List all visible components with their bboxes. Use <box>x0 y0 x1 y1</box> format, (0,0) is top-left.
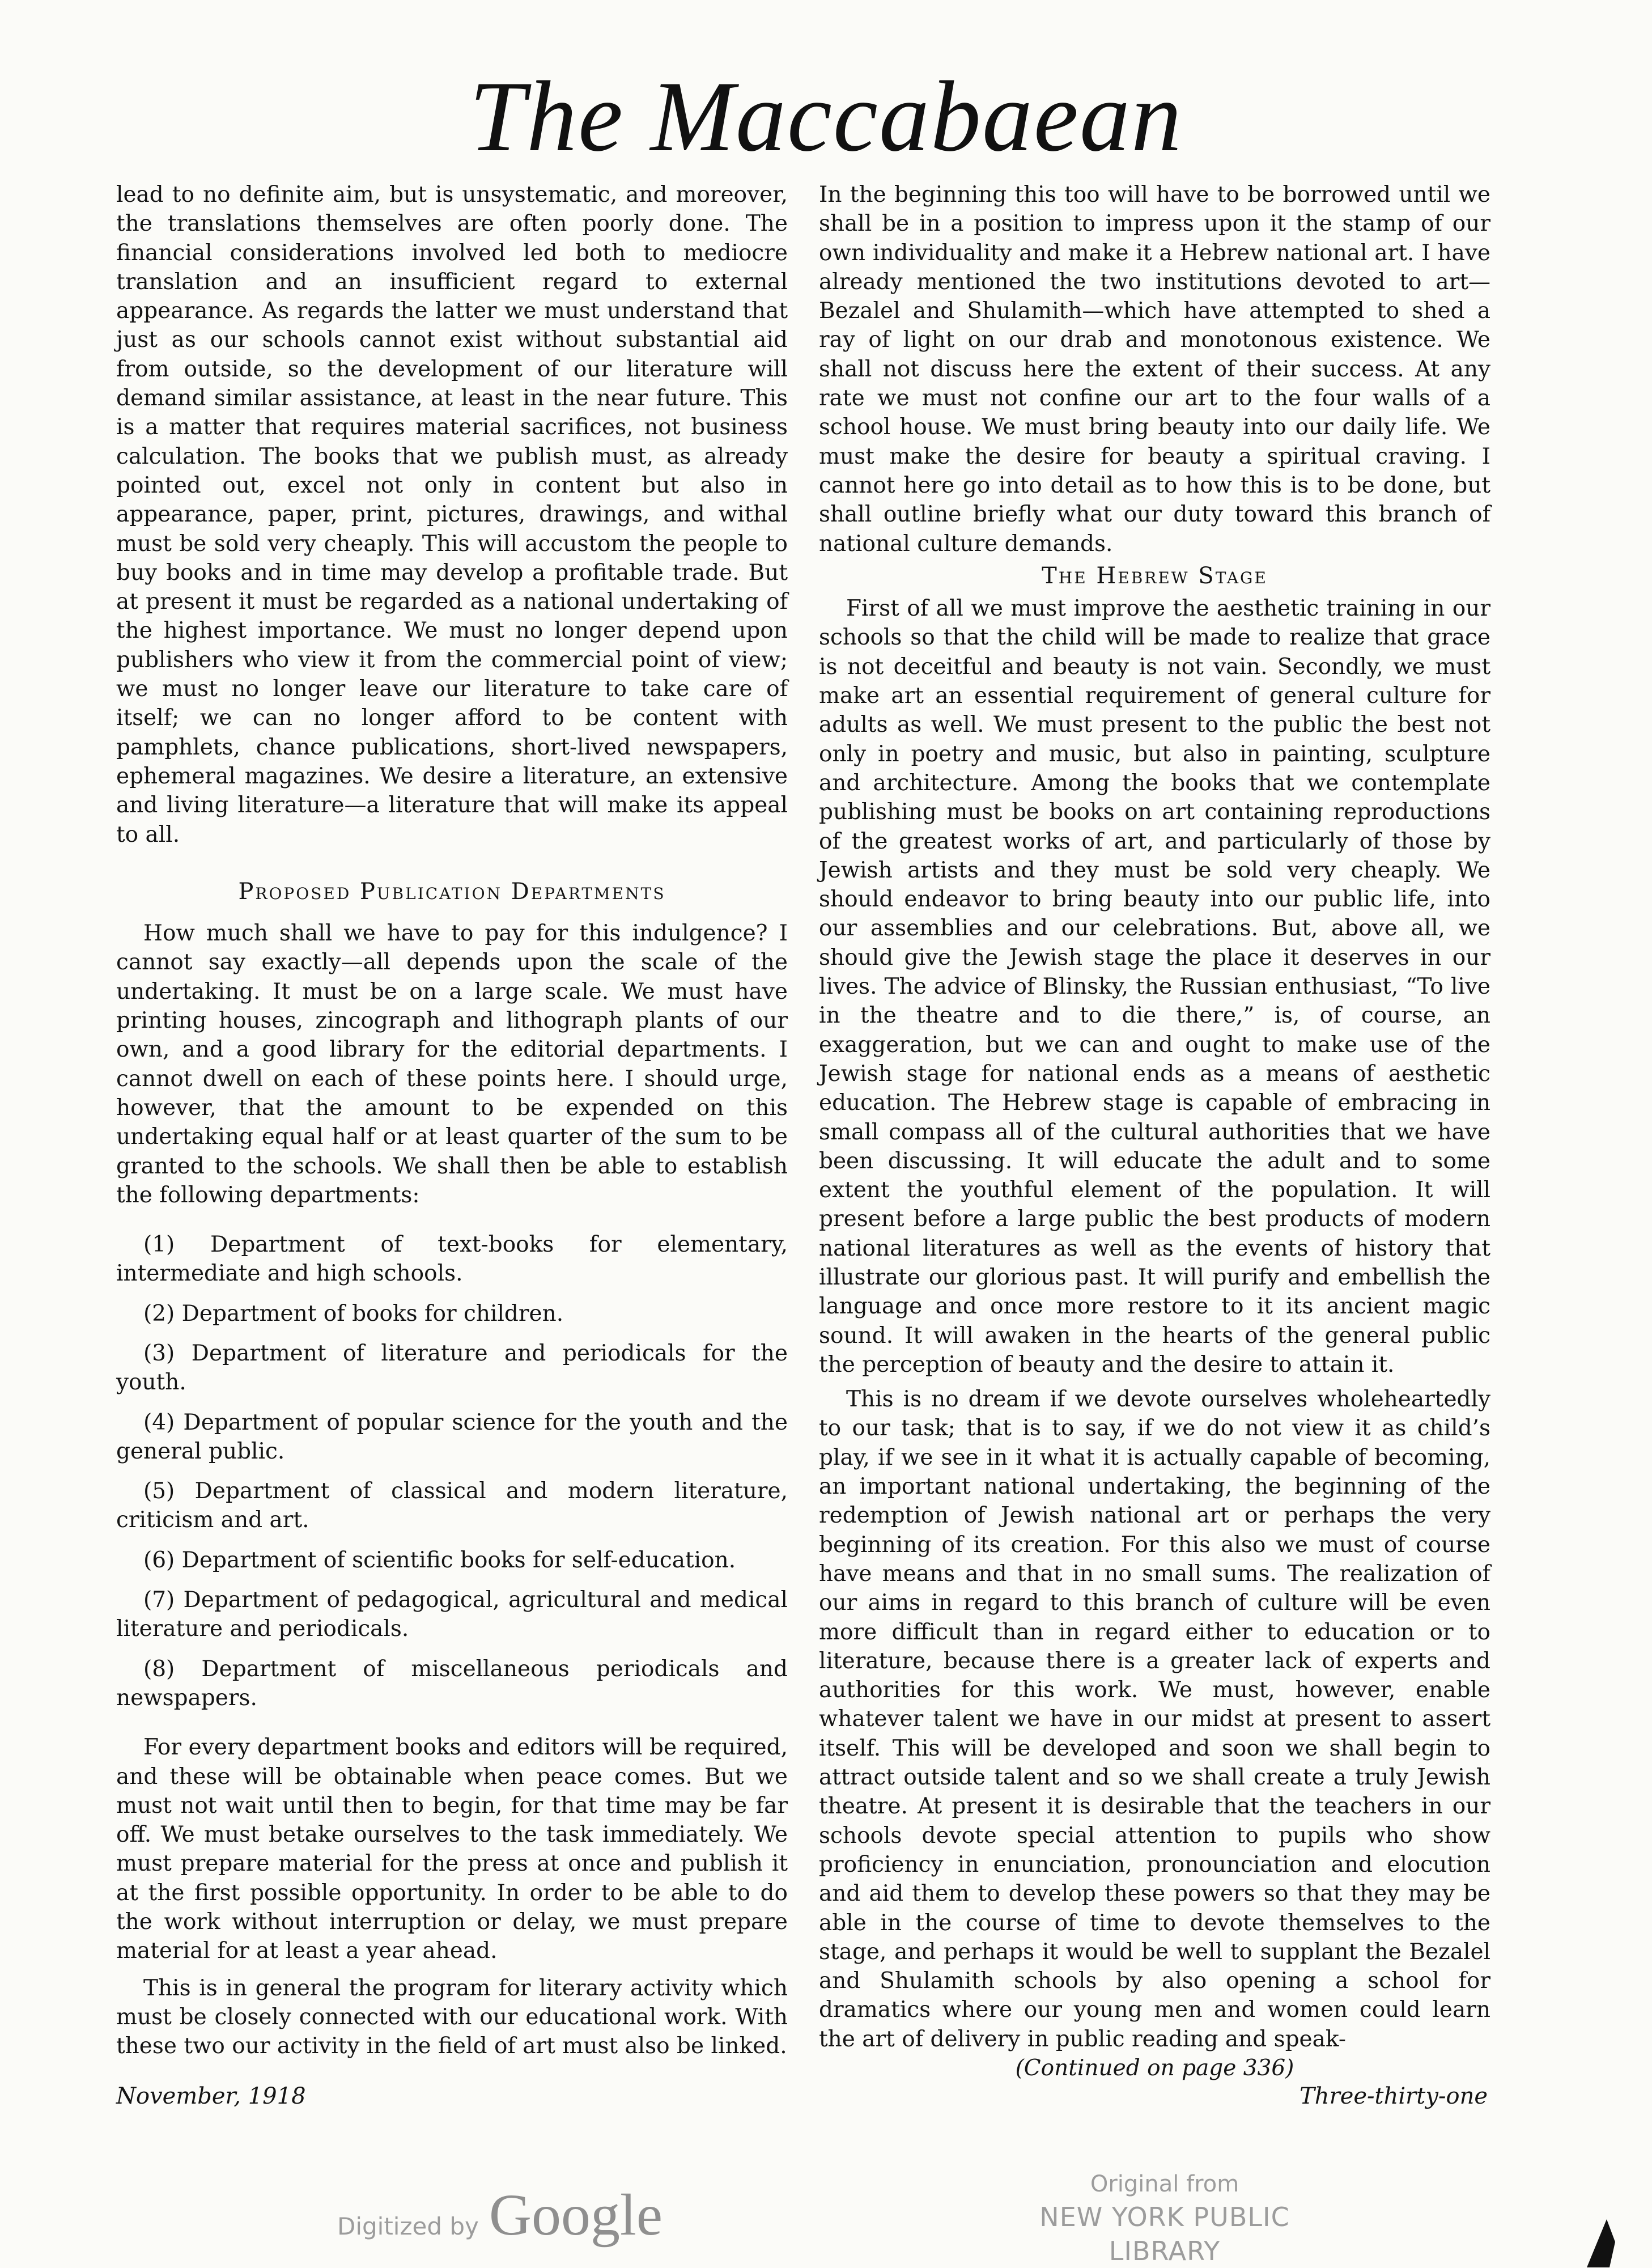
left-column <box>116 180 788 2061</box>
library-name: NEW YORK PUBLIC LIBRARY <box>1039 2202 1290 2266</box>
paragraph: For every department books and editors will be required, and these will be obtainable when peace comes. But we must not wait until then to begin, for that time may be far off. We must betake ourselves to the task immediately. We must prepare material for the press at once and publish it at the first possible opportunity. In order to be able to do the work without interruption or delay, we must prepare material for at least a year ahead. <box>116 1735 788 1964</box>
masthead-title: The Maccabaean <box>469 60 1183 172</box>
list-item: (4) Department of popular science for the youth and the general public. <box>116 1409 788 1464</box>
page-number: Three-thirty-one <box>1299 2083 1488 2109</box>
list-item: (6) Department of scientific books for self-education. <box>143 1547 736 1573</box>
list-item: (3) Department of literature and periodicals for the youth. <box>116 1340 788 1396</box>
original-from-label: Original from <box>1090 2171 1239 2197</box>
departments-list <box>116 1230 788 1712</box>
list-item: (5) Department of classical and modern literature, criticism and art. <box>116 1478 788 1533</box>
page-corner-mark <box>1553 2208 1652 2267</box>
paragraph: In the beginning this too will have to be borrowed until we shall be in a position to impress upon it the stamp of our own individuality and make it a Hebrew national art. I have already mentioned the two institutions devoted to art—Bezalel and Shulamith—which have attempted to shed a ray of light on our drab and monotonous existence. We shall not discuss here the extent of their success. At any rate we must not confine our art to the four walls of a school house. We must bring beauty into our daily life. We must make the desire for beauty a spiritual craving. I cannot here go into detail as to how this is to be done, but shall outline briefly what our duty toward this branch of national culture demands. <box>819 182 1490 557</box>
continued-note: (Continued on page 336) <box>1015 2055 1294 2081</box>
list-item: (7) Department of pedagogical, agricultural and medical literature and periodicals. <box>116 1587 788 1642</box>
list-item: (2) Department of books for children. <box>143 1300 564 1326</box>
list-item: (8) Department of miscellaneous periodicals and newspapers. <box>116 1656 788 1711</box>
paragraph: This is in general the program for literary activity which must be closely connected with our educational work. With these two our activity in the field of art must also be linked. <box>116 1975 788 2059</box>
paragraph: This is no dream if we devote ourselves wholeheartedly to our task; that is to say, if we do not view it as child’s play, if we see in it what it is actually capable of becoming, an important national undertaking, the beginning of the redemption of Jewish national art or perhaps the very beginning of its creation. For this also we must of course have means and that in no small sums. The realization of our aims in regard to this branch of culture will be even more difficult than in regard either to education or to literature, because there is a greater lack of experts and authorities for this work. We must, however, enable whatever talent we have in our midst at present to assert itself. This will be developed and soon we shall begin to attract outside talent and so we shall create a truly Jewish theatre. At present it is desirable that the teachers in our schools devote special attention to pupils who show proficiency in enunciation, pronounciation and elocution and aid them to develop these powers so that they may be able in the course of time to devote themselves to the stage, and perhaps it would be well to supplant the Bezalel and Shulamith schools by also opening a school for dramatics where our young men and women could learn the art of delivery in public reading and speak- <box>819 1387 1490 2052</box>
issue-date: November, 1918 <box>116 2083 306 2109</box>
paragraph: lead to no definite aim, but is unsystematic, and moreover, the translations themselves are often poorly done. The financial considerations involved led both to mediocre translation and an insufficient regard to external appearance. As regards the latter we must understand that just as our schools cannot exist without substantial aid from outside, so the development of our literature will demand similar assistance, at least in the near future. This is a matter that requires material sacrifices, not business calculation. The books that we publish must, as already pointed out, excel not only in content but also in appearance, paper, print, pictures, drawings, and withal must be sold very cheaply. This will accustom the people to buy books and in time may develop a profitable trade. But at present it must be regarded as a national undertaking of the highest importance. We must no longer depend upon publishers who view it from the commercial point of view; we must no longer leave our literature to take care of itself; we can no longer afford to be content with pamphlets, chance publications, short-lived newspapers, ephemeral magazines. We desire a literature, an extensive and living literature—a literature that will make its appeal to all. <box>116 182 788 847</box>
paragraph: How much shall we have to pay for this indulgence? I cannot say exactly—all depends upon the scale of the undertaking. It must be on a large scale. We must have printing houses, zincograph and lithograph plants of our own, and a good library for the editorial departments. I cannot dwell on each of these points here. I should urge, however, that the amount to be expended on this undertaking equal half or at least quarter of the sum to be granted to the schools. We shall then be able to establish the following departments: <box>116 921 788 1208</box>
google-logo: Google <box>489 2182 663 2248</box>
section-heading: Proposed Publication Departments <box>238 878 666 905</box>
digitized-by-label: Digitized by <box>337 2212 479 2240</box>
section-heading: The Hebrew Stage <box>1042 562 1268 589</box>
digitized-by-watermark <box>337 2181 663 2249</box>
library-watermark <box>995 2168 1335 2268</box>
paragraph: First of all we must improve the aesthetic training in our schools so that the child will be made to realize that grace is not deceitful and beauty is not vain. Secondly, we must make art an essential requirement of general culture for adults as well. We must present to the public the best not only in poetry and music, but also in painting, sculpture and architecture. Among the books that we contemplate publishing must be books on art containing reproductions of the greatest works of art, and particularly of those by Jewish artists and they must be sold very cheaply. We should endeavor to bring beauty into our public life, into our assemblies and our celebrations. But, above all, we should give the Jewish stage the place it deserves in our lives. The advice of Blinsky, the Russian enthusiast, “To live in the theatre and to die there,” is, of course, an exaggeration, but we can and ought to make use of the Jewish stage for national ends as a means of aesthetic education. The Hebrew stage is capable of embracing in small compass all of the cultural authorities that we have been discussing. It will educate the adult and to some extent the youthful element of the population. It will present before a large public the best products of modern national literatures as well as the events of history that illustrate our glorious past. It will purify and embellish the language and once more restore to it its ancient magic sound. It will awaken in the hearts of the general public the perception of beauty and the desire to attain it. <box>819 596 1490 1377</box>
list-item: (1) Department of text-books for elementary, intermediate and high schools. <box>116 1232 788 1287</box>
right-column <box>819 180 1490 2083</box>
